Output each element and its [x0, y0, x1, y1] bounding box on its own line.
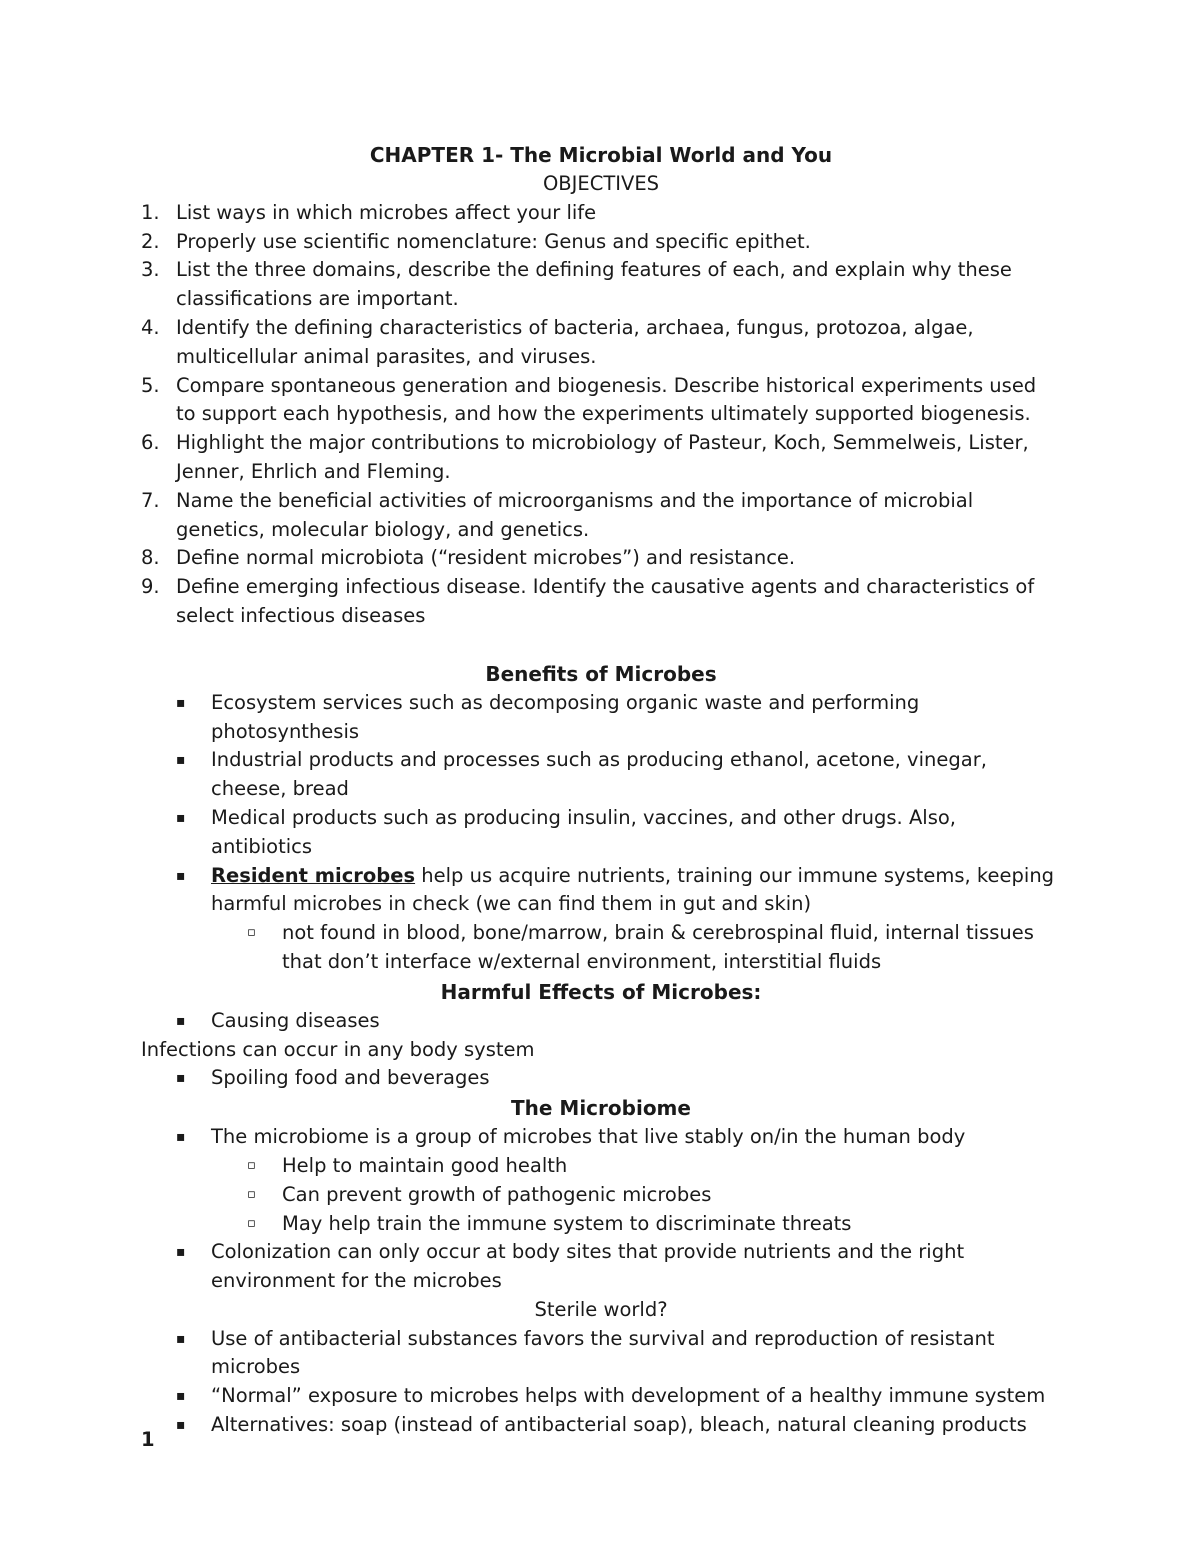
benefit-text: help us acquire nutrients, training our immune systems, keeping harmful microbes in check (we can find them in gut and skin) — [211, 863, 1055, 916]
microbiome-item — [141, 1123, 1061, 1238]
square-bullet-icon: ▪ — [176, 1330, 186, 1347]
square-bullet-icon: ▪ — [176, 1388, 186, 1405]
objective-item — [141, 314, 1061, 372]
objective-number: 2. — [141, 229, 160, 253]
benefit-item — [141, 804, 1061, 862]
objective-item — [141, 429, 1061, 487]
page-number: 1 — [141, 1428, 155, 1451]
objective-item — [141, 256, 1061, 314]
sub-item — [211, 1210, 1061, 1239]
objective-number: 8. — [141, 546, 160, 570]
benefit-item — [141, 746, 1061, 804]
sterile-text: “Normal” exposure to microbes helps with development of a healthy immune system — [211, 1384, 1046, 1408]
microbiome-list — [141, 1123, 1061, 1296]
harmful-text: Spoiling food and beverages — [211, 1066, 490, 1090]
square-bullet-icon: ▪ — [176, 867, 186, 884]
square-bullet-icon: ▪ — [176, 1012, 186, 1029]
objective-item — [141, 487, 1061, 545]
sub-item — [211, 1152, 1061, 1181]
sub-item-text: Can prevent growth of pathogenic microbes — [282, 1182, 712, 1206]
objectives-heading: OBJECTIVES — [542, 172, 660, 195]
objective-number: 7. — [141, 488, 160, 512]
objective-number: 6. — [141, 431, 160, 455]
sterile-item — [141, 1325, 1061, 1383]
resident-sublist — [211, 919, 1061, 977]
sub-item-text: Help to maintain good health — [282, 1153, 568, 1177]
microbiome-text: Colonization can only occur at body sites that provide nutrients and the right environment for the microbes — [211, 1240, 965, 1293]
objective-text: Name the beneficial activities of microorganisms and the importance of microbial genetics, molecular biology, and genetics. — [176, 488, 974, 541]
objective-text: Highlight the major contributions to microbiology of Pasteur, Koch, Semmelweis, Lister, Jenner, Ehrlich and Fleming. — [176, 431, 1029, 483]
sub-item-text: not found in blood, bone/marrow, brain & cerebrospinal fluid, internal tissues that don’t interface w/external environment, interstitial fluids — [282, 921, 1034, 973]
objective-item — [141, 372, 1061, 430]
microbiome-item — [141, 1238, 1061, 1296]
square-bullet-icon: ▪ — [176, 809, 186, 826]
harmful-heading: Harmful Effects of Microbes: — [440, 979, 762, 1004]
objective-number: 3. — [141, 258, 160, 282]
benefit-text: Ecosystem services such as decomposing organic waste and performing photosynthesis — [211, 690, 920, 743]
sterile-world-heading: Sterile world? — [534, 1297, 668, 1321]
square-bullet-icon: ▪ — [176, 1070, 186, 1087]
sterile-text: Use of antibacterial substances favors the survival and reproduction of resistant microbes — [211, 1326, 995, 1379]
objective-text: List ways in which microbes affect your life — [176, 200, 597, 224]
benefits-heading: Benefits of Microbes — [485, 661, 717, 686]
square-bullet-icon: ▪ — [176, 1244, 186, 1261]
benefit-item — [141, 862, 1061, 977]
microbiome-heading: The Microbiome — [511, 1096, 691, 1121]
sub-item — [211, 919, 1061, 977]
sub-item-text: May help train the immune system to discriminate threats — [282, 1211, 852, 1235]
benefit-item — [141, 689, 1061, 747]
hollow-square-bullet-icon: ▫ — [247, 1157, 256, 1173]
objective-number: 1. — [141, 200, 160, 224]
microbiome-text: The microbiome is a group of microbes that live stably on/in the human body — [211, 1125, 966, 1149]
objective-text: Properly use scientific nomenclature: Genus and specific epithet. — [176, 229, 811, 253]
objective-text: Define normal microbiota (“resident microbes”) and resistance. — [176, 546, 796, 570]
harmful-text: Causing diseases — [211, 1008, 380, 1032]
objective-number: 9. — [141, 575, 160, 599]
objectives-list — [141, 199, 1061, 631]
document-page — [141, 140, 1061, 1440]
objective-number: 4. — [141, 315, 160, 339]
objective-item — [141, 573, 1061, 631]
objective-text: List the three domains, describe the defining features of each, and explain why these classifications are important. — [176, 258, 1012, 311]
objective-item — [141, 544, 1061, 573]
objective-item — [141, 228, 1061, 257]
square-bullet-icon: ▪ — [176, 694, 186, 711]
harmful-item — [141, 1007, 1061, 1036]
sterile-text: Alternatives: soap (instead of antibacterial soap), bleach, natural cleaning products — [211, 1413, 1027, 1437]
objective-item — [141, 199, 1061, 228]
objective-number: 5. — [141, 373, 160, 397]
benefit-text: Industrial products and processes such as producing ethanol, acetone, vinegar, cheese, bread — [211, 748, 987, 801]
harmful-list — [141, 1007, 1061, 1036]
infections-note: Infections can occur in any body system — [141, 1037, 535, 1061]
sub-item — [211, 1181, 1061, 1210]
benefit-text: Medical products such as producing insulin, vaccines, and other drugs. Also, antibiotics — [211, 805, 956, 858]
sterile-item — [141, 1411, 1061, 1440]
square-bullet-icon: ▪ — [176, 1129, 186, 1146]
harmful-item — [141, 1064, 1061, 1093]
square-bullet-icon: ▪ — [176, 752, 186, 769]
benefits-list — [141, 689, 1061, 977]
harmful-list-continued — [141, 1064, 1061, 1093]
objective-text: Compare spontaneous generation and biogenesis. Describe historical experiments used to support each hypothesis, and how the experiments ultimately supported biogenesis. — [176, 373, 1037, 426]
objective-text: Define emerging infectious disease. Identify the causative agents and characteristics of select infectious diseases — [176, 575, 1035, 627]
hollow-square-bullet-icon: ▫ — [247, 925, 256, 941]
section-spacer — [141, 631, 1061, 659]
microbiome-sublist — [211, 1152, 1061, 1238]
square-bullet-icon: ▪ — [176, 1417, 186, 1434]
objective-text: Identify the defining characteristics of bacteria, archaea, fungus, protozoa, algae, multicellular animal parasites, and viruses. — [176, 315, 974, 368]
sterile-item — [141, 1382, 1061, 1411]
sterile-list — [141, 1325, 1061, 1440]
resident-microbes-term: Resident microbes — [211, 863, 416, 887]
hollow-square-bullet-icon: ▫ — [247, 1215, 256, 1231]
chapter-title: CHAPTER 1- The Microbial World and You — [369, 143, 833, 167]
hollow-square-bullet-icon: ▫ — [247, 1186, 256, 1202]
